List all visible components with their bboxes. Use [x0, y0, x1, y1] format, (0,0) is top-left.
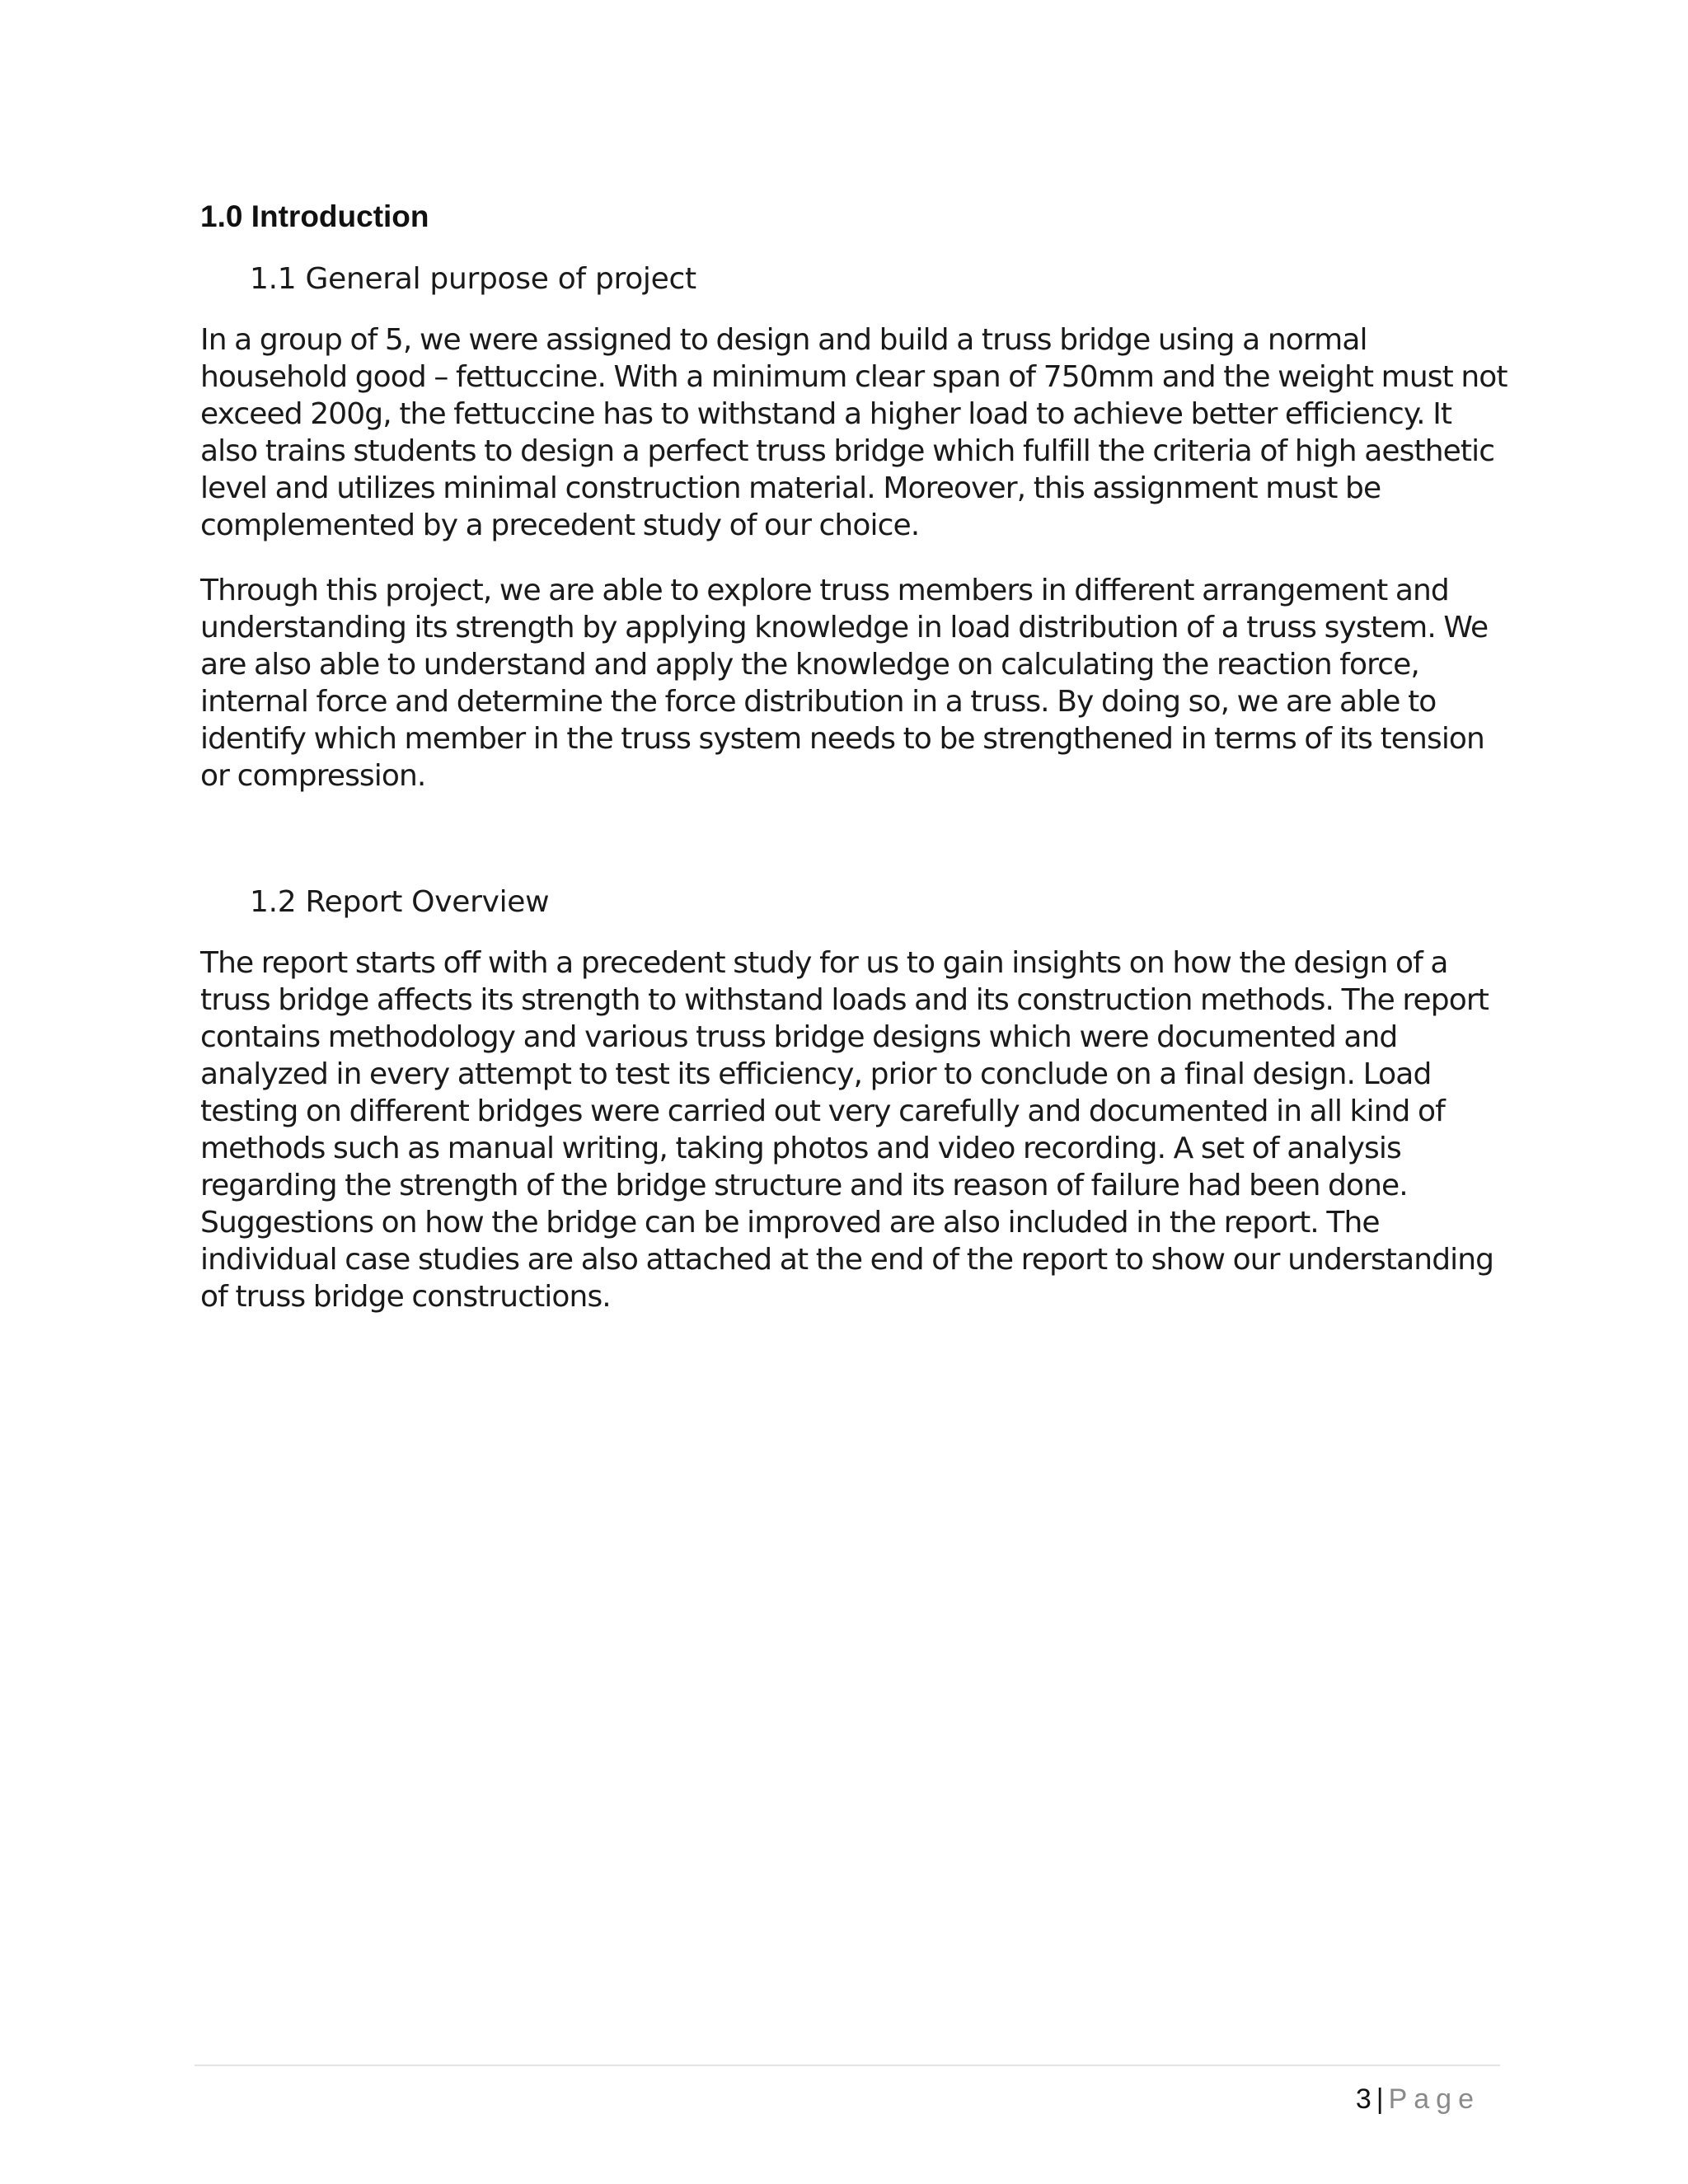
section-title: 1.1 General purpose of project — [250, 262, 696, 296]
main-heading: 1.0 Introduction — [200, 199, 429, 233]
footer-divider — [195, 2064, 1500, 2066]
page-separator: | — [1376, 2083, 1384, 2115]
paragraph: The report starts off with a precedent study for us to gain insights on how the design of a truss bridge affects its strength to withstand loads and its construction methods. The report contains methodology and various truss bridge designs which were documented and analyzed in every attempt to test its efficiency, prior to conclude on a final design. Load testing on different bridges were carried out very carefully and documented in all kind of methods such as manual writing, taking photos and video recording. A set of analysis regarding the strength of the bridge structure and its reason of failure had been done. Suggestions on how the bridge can be improved are also included in the report. The individual case studies are also attached at the end of the report to show our understanding of truss bridge constructions. — [200, 946, 1494, 1314]
paragraph: Through this project, we are able to explore truss members in different arrangement and understanding its strength by applying knowledge in load distribution of a truss system. We are also able to understand and apply the knowledge on calculating the reaction force, internal force and determine the force distribution in a truss. By doing so, we are able to identify which member in the truss system needs to be strengthened in terms of its tension or compression. — [200, 574, 1489, 793]
page-number: 3 — [1355, 2083, 1372, 2115]
section-report-overview — [200, 882, 1511, 1315]
section-title: 1.2 Report Overview — [250, 885, 550, 919]
section-general-purpose — [200, 259, 1511, 794]
page-footer — [195, 2064, 1500, 2115]
paragraph: In a group of 5, we were assigned to design and build a truss bridge using a normal household good – fettuccine. With a minimum clear span of 750mm and the weight must not exceed 200g, the fettuccine has to withstand a higher load to achieve better efficiency. It also trains students to design a perfect truss bridge which fulfill the criteria of high aesthetic level and utilizes minimal construction material. Moreover, this assignment must be complemented by a precedent study of our choice. — [200, 323, 1507, 542]
section-spacer — [200, 823, 1511, 882]
page-content — [200, 196, 1511, 1343]
page-indicator — [1356, 2083, 1480, 2116]
page-label: Page — [1388, 2083, 1480, 2115]
